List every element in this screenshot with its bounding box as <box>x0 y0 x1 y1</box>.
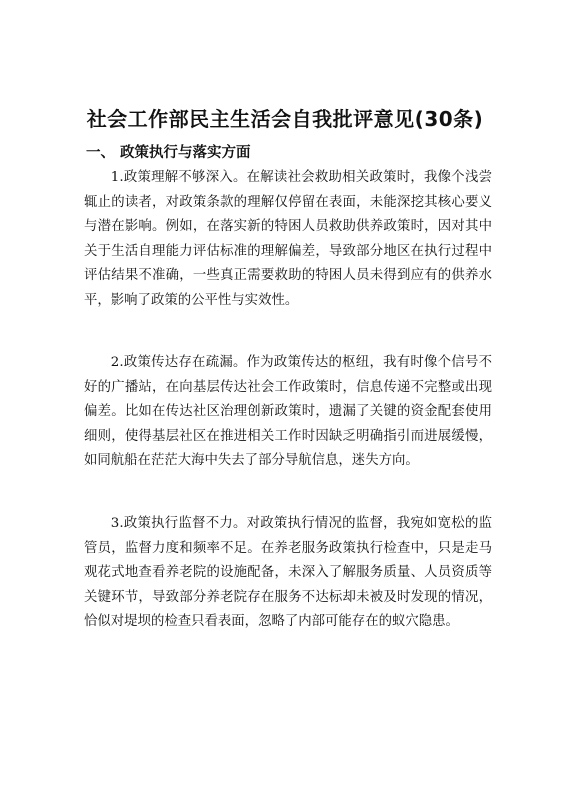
paragraph-2: 2.政策传达存在疏漏。作为政策传达的枢纽，我有时像个信号不好的广播站，在向基层传达社会工作政策时，信息传递不完整或出现偏差。比如在传达社区治理创新政策时，遗漏了关键的资金配套使用细则，使得基层社区在推进相关工作时因缺乏明确指引而进展缓慢，如同航船在茫茫大海中失去了部分导航信息，迷失方向。 <box>84 355 492 469</box>
paragraph-3: 3.政策执行监督不力。对政策执行情况的监督，我宛如宽松的监管员，监督力度和频率不足。在养老服务政策执行检查中，只是走马观花式地查看养老院的设施配备，未深入了解服务质量、人员资质等关键环节，导致部分养老院存在服务不达标却未被及时发现的情况，恰似对堤坝的检查只看表面，忽略了内部可能存在的蚁穴隐患。 <box>84 516 492 630</box>
section-heading: 一、 政策执行与落实方面 <box>86 145 251 161</box>
paragraph-1: 1.政策理解不够深入。在解读社会救助相关政策时，我像个浅尝辄止的读者，对政策条款的理解仅停留在表面，未能深挖其核心要义与潜在影响。例如，在落实新的特困人员救助供养政策时，因对其中关于生活自理能力评估标准的理解偏差，导致部分地区在执行过程中评估结果不准确，一些真正需要救助的特困人员未得到应有的供养水平，影响了政策的公平性与实效性。 <box>84 170 492 308</box>
document-title: 社会工作部民主生活会自我批评意见(30条) <box>86 107 484 131</box>
